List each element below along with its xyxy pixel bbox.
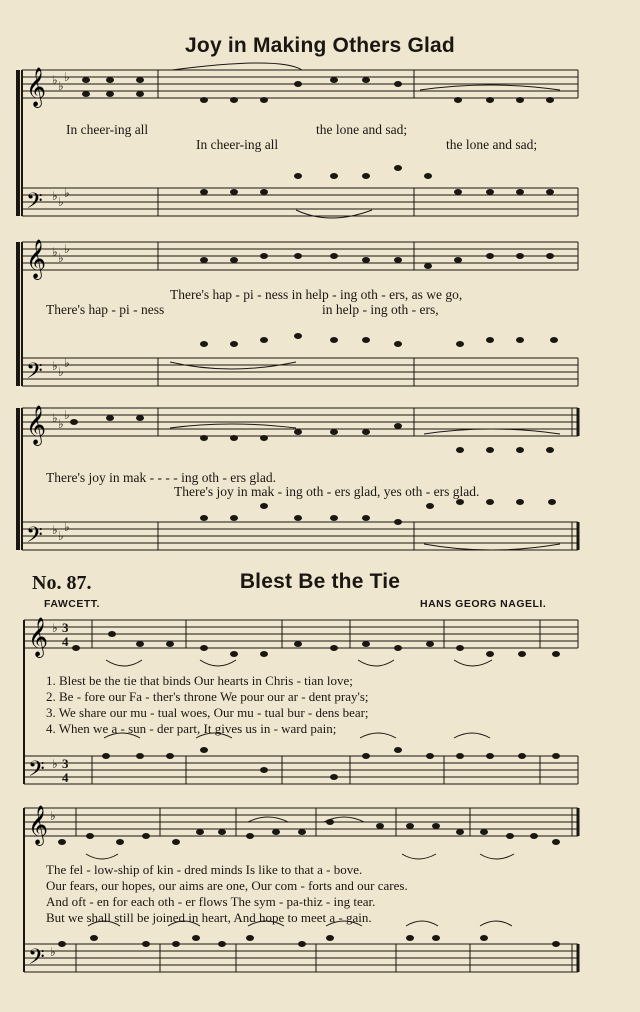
svg-text:𝄢: 𝄢 xyxy=(28,945,45,975)
song1-lyric-row3-lower: There's joy in mak - ing oth - ers glad, yes oth - ers glad. xyxy=(174,484,480,499)
svg-text:♭: ♭ xyxy=(52,621,58,635)
svg-text:4: 4 xyxy=(62,634,69,649)
composer-credit: HANS GEORG NAGELI. xyxy=(420,598,547,610)
verse-line-4a: 4. When we a - sun - der part, It gives us in - ward pain; xyxy=(46,721,337,736)
verse-line-1a: 1. Blest be the tie that binds Our hearts in Chris - tian love; xyxy=(46,673,353,688)
verse-line-2b: Our fears, our hopes, our aims are one, Our com - forts and our cares. xyxy=(46,878,408,893)
song1-lyric-row1-upper: In cheer-ing all xyxy=(66,122,149,137)
svg-text:♭: ♭ xyxy=(58,529,64,543)
svg-text:♭: ♭ xyxy=(64,186,70,200)
svg-text:♭: ♭ xyxy=(50,809,56,823)
verse-line-3a: 3. We share our mu - tual woes, Our mu - tual bur - dens bear; xyxy=(46,705,369,720)
svg-text:♭: ♭ xyxy=(52,411,58,425)
song1-lyric-row2-upper: There's hap - pi - ness in help - ing oth - ers, as we go, xyxy=(170,287,463,302)
song-title: Joy in Making Others Glad xyxy=(185,34,455,57)
verse-line-1b: The fel - low-ship of kin - dred minds Is like to that a - bove. xyxy=(46,862,363,877)
svg-text:♭: ♭ xyxy=(52,73,58,87)
svg-text:𝄞: 𝄞 xyxy=(26,67,47,107)
verse-line-3b: And oft - en for each oth - er flows The sym - pa-thiz - ing tear. xyxy=(46,894,376,909)
svg-text:𝄢: 𝄢 xyxy=(28,757,45,787)
svg-text:♭: ♭ xyxy=(58,195,64,209)
svg-text:♭: ♭ xyxy=(64,408,70,422)
svg-text:𝄢: 𝄢 xyxy=(26,189,43,219)
svg-text:♭: ♭ xyxy=(58,365,64,379)
svg-text:♭: ♭ xyxy=(58,417,64,431)
svg-text:𝄞: 𝄞 xyxy=(28,805,49,845)
svg-text:♭: ♭ xyxy=(64,70,70,84)
svg-text:𝄞: 𝄞 xyxy=(26,239,47,279)
verse-line-4b: But we shall still be joined in heart, And hope to meet a - gain. xyxy=(46,910,372,925)
svg-text:♭: ♭ xyxy=(64,520,70,534)
song1-lyric-row1-lower-end: the lone and sad; xyxy=(446,137,538,152)
verse-line-2a: 2. Be - fore our Fa - ther's throne We pour our ar - dent pray's; xyxy=(46,689,369,704)
svg-text:♭: ♭ xyxy=(52,523,58,537)
svg-text:♭: ♭ xyxy=(52,189,58,203)
svg-text:3: 3 xyxy=(62,620,69,635)
svg-text:♭: ♭ xyxy=(52,245,58,259)
svg-text:♭: ♭ xyxy=(58,251,64,265)
svg-text:4: 4 xyxy=(62,770,69,785)
svg-text:♭: ♭ xyxy=(64,356,70,370)
svg-text:♭: ♭ xyxy=(52,359,58,373)
song1-lyric-row2-lower: There's hap - pi - ness xyxy=(46,302,165,317)
svg-text:𝄢: 𝄢 xyxy=(26,359,43,389)
svg-text:♭: ♭ xyxy=(50,945,56,959)
svg-text:♭: ♭ xyxy=(64,242,70,256)
song1-lyric-row1-lower: In cheer-ing all xyxy=(196,137,279,152)
svg-text:3: 3 xyxy=(62,756,69,771)
hymn-title: Blest Be the Tie xyxy=(239,570,401,593)
svg-text:𝄢: 𝄢 xyxy=(26,523,43,553)
svg-text:♭: ♭ xyxy=(52,757,58,771)
lyricist-credit: FAWCETT. xyxy=(44,598,100,610)
svg-text:𝄞: 𝄞 xyxy=(26,405,47,445)
song1-lyric-row2-lower-end: in help - ing oth - ers, xyxy=(322,302,439,317)
song1-lyric-row1-upper-end: the lone and sad; xyxy=(316,122,408,137)
svg-text:♭: ♭ xyxy=(58,79,64,93)
song1-lyric-row3-upper: There's joy in mak - - - - ing oth - ers glad. xyxy=(46,470,276,485)
hymn-number: No. 87. xyxy=(32,572,92,594)
music-system-1 xyxy=(0,60,640,230)
svg-text:𝄞: 𝄞 xyxy=(28,617,49,657)
